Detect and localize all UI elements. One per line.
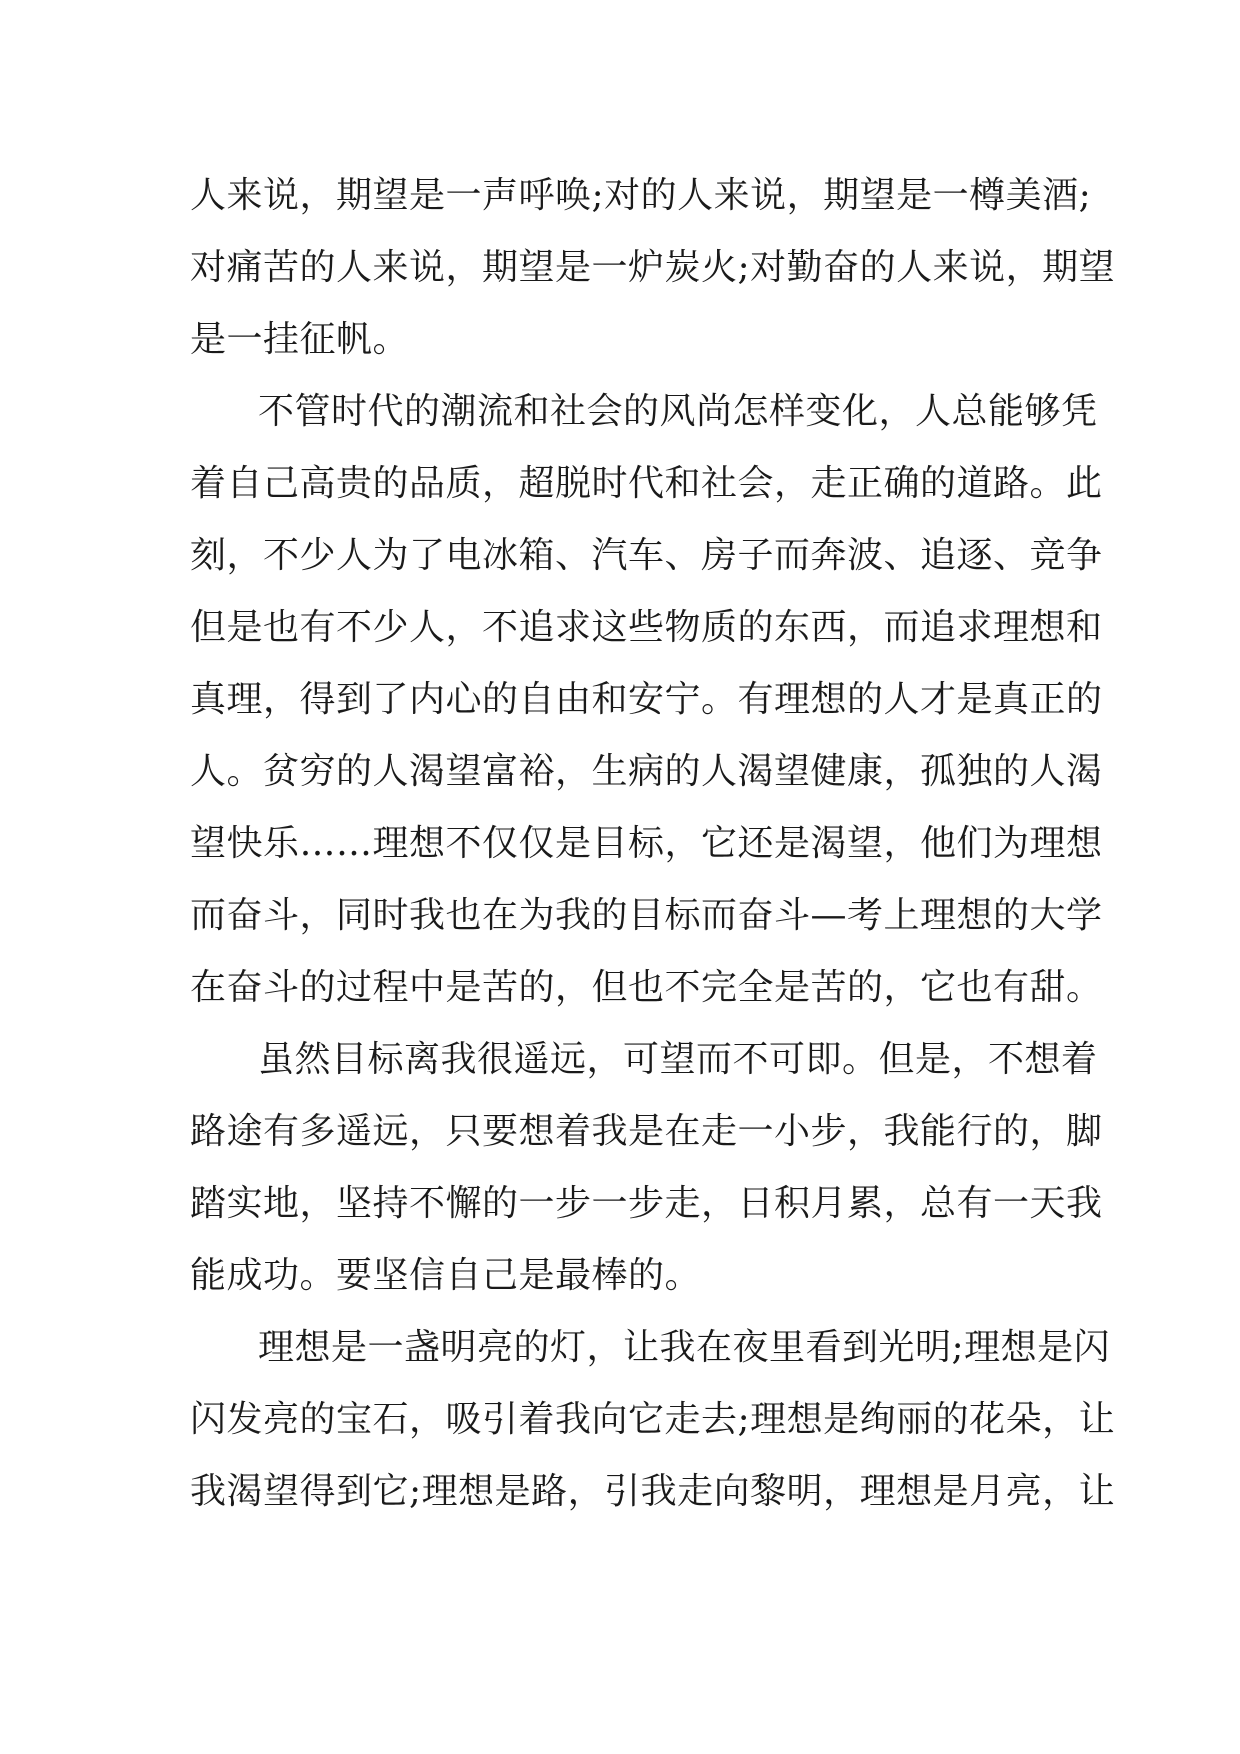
text-line: 着自己高贵的品质，超脱时代和社会，走正确的道路。此 xyxy=(190,463,1103,504)
text-line: 人来说，期望是一声呼唤;对的人来说，期望是一樽美酒; xyxy=(190,175,1092,216)
text-line: 对痛苦的人来说，期望是一炉炭火;对勤奋的人来说，期望 xyxy=(190,247,1116,288)
text-line: 闪发亮的宝石，吸引着我向它走去;理想是绚丽的花朵，让 xyxy=(190,1399,1116,1440)
text-line: 望快乐……理想不仅仅是目标，它还是渴望，他们为理想 xyxy=(190,823,1103,864)
text-line: 我渴望得到它;理想是路，引我走向黎明，理想是月亮，让 xyxy=(190,1471,1116,1512)
paragraph-2 xyxy=(190,376,1103,1024)
text-line: 但是也有不少人，不追求这些物质的东西，而追求理想和 xyxy=(190,607,1103,648)
paragraph-3 xyxy=(190,1024,1103,1312)
text-line: 踏实地，坚持不懈的一步一步走，日积月累，总有一天我 xyxy=(190,1183,1103,1224)
text-line: 能成功。要坚信自己是最棒的。 xyxy=(190,1255,702,1296)
text-line: 不管时代的潮流和社会的风尚怎样变化，人总能够凭 xyxy=(258,391,1098,432)
text-line: 是一挂征帆。 xyxy=(190,319,410,360)
text-line: 虽然目标离我很遥远，可望而不可即。但是，不想着 xyxy=(258,1039,1098,1080)
text-line: 在奋斗的过程中是苦的，但也不完全是苦的，它也有甜。 xyxy=(190,967,1103,1008)
text-line: 路途有多遥远，只要想着我是在走一小步，我能行的，脚 xyxy=(190,1111,1103,1152)
text-line: 真理，得到了内心的自由和安宁。有理想的人才是真正的 xyxy=(190,679,1103,720)
text-line: 而奋斗，同时我也在为我的目标而奋斗—考上理想的大学 xyxy=(190,895,1103,936)
text-line: 人。贫穷的人渴望富裕，生病的人渴望健康，孤独的人渴 xyxy=(190,751,1103,792)
body-text xyxy=(190,160,1116,1528)
paragraph-1 xyxy=(190,160,1116,376)
text-line: 刻，不少人为了电冰箱、汽车、房子而奔波、追逐、竞争 xyxy=(190,535,1103,576)
paragraph-4 xyxy=(190,1312,1116,1528)
text-line: 理想是一盏明亮的灯，让我在夜里看到光明;理想是闪 xyxy=(258,1327,1111,1368)
